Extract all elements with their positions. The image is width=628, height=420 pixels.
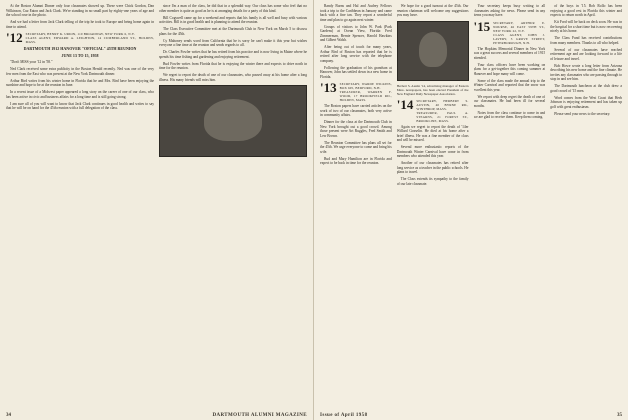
paragraph: We hope for a good turnout at the 45th. Our reunion chairman will welcome any suggestions you may have.	[396, 4, 469, 17]
class-heading-15	[473, 18, 546, 45]
paragraph: Bud and Mary Hamilton are in Florida and expect to be back in time for the reunion.	[320, 156, 392, 165]
paragraph: Several more enthusiastic reports of the Dartmouth Winter Carnival have come in from members who attended this year.	[396, 145, 469, 158]
class-year: '15	[473, 18, 491, 34]
class-photo	[159, 85, 307, 157]
left-column-1	[6, 4, 154, 392]
page-number: 34	[6, 413, 11, 418]
footer-title: DARTMOUTH ALUMNI MAGAZINE	[212, 413, 307, 418]
paragraph: The Class extends its sympathy to the family of our late classmate.	[396, 177, 469, 186]
paragraph: Notes from the class continue to come in and we are glad to receive them. Keep them coming.	[473, 110, 546, 119]
paragraph: At the Boston Alumni Dinner only four classmates showed up. These were Chick Gordon, Dan Wilkinson, Cuz Eaton and Jack Clark. We're standing in no small part by eighty-one years of age and the school rose in the photo.	[6, 4, 154, 17]
reunion-subhead: DARTMOUTH 1912 HANOVER "OFFICIAL" 45TH REUNION	[23, 46, 137, 51]
class-year: '14	[396, 96, 414, 112]
photo-caption: Herbert S. Austin '14, advertising manager of Eastern Mass. newspapers, has been elected President of the New England Daily Newspaper Association.	[396, 83, 469, 96]
paragraph: Following the graduation of his grandson at Hanover, John has settled down in a new home in Florida.	[320, 65, 392, 79]
class-secretary: SECRETARY, HENRY K. URION, 110 BROADWAY, NEW YORK 6, N.Y. CLASS AGENT, EDWARD A. LEIGHTON, 14 CUMBERLAND ST., HOLDEN, MASS.	[25, 32, 154, 44]
paragraph: Please send your news to the secretary.	[554, 111, 611, 116]
left-columns	[6, 4, 307, 392]
left-column-2	[159, 4, 307, 392]
footer-title: Issue of April 1958	[320, 413, 368, 418]
paragraph: Bud Fowler writes from Florida that he is enjoying the winter there and expects to drive north in time for the reunion.	[159, 61, 307, 70]
paragraph: Your class officers have been working on plans for a get-together this coming summer at Hanover and hope many will come.	[473, 62, 546, 76]
paragraph: The Class Fund has received contributions from many members. Thanks to all who helped.	[550, 36, 622, 45]
right-footer	[320, 413, 622, 418]
right-columns	[320, 4, 622, 392]
paragraph: The Dartmouth luncheon at the club drew a good crowd of '15 men.	[550, 84, 622, 93]
class-year: '13	[320, 80, 337, 95]
paragraph: Cy Mahoney sends word from California that he is sorry he can't make it this year but wishes everyone a fine time at the reunion and sends regards to all.	[159, 38, 307, 47]
class-secretary: SECRETARY, WARDE WILKINS, BOX 605, BEDFORD, N.H. TREASURER, WARREN F. WOOD, 17 BROOKFIELD RD., HOLDEN, MASS.	[339, 82, 392, 102]
paragraph: Ned Clark received some extra publicity in the Boston Herald recently. Ned was one of the very few men from the East who was present at the New York Dartmouth dinner.	[6, 67, 154, 76]
paragraph: of the boys in '15. Bob Rollo has been enjoying a good rest in Florida this winter and expects to return north in April.	[550, 4, 622, 17]
paragraph: We report with deep regret the death of one of our classmates. He had been ill for several months.	[473, 94, 546, 108]
class-secretary: SECRETARY, ARTHUR E. NOURSE, 46 EAST 59TH ST., NEW YORK 22, N.Y. CLASS AGENT, JOHN J. LAVERY, 3 GROVE STREET, PETERBOROUGH, N.H.	[493, 20, 546, 45]
paragraph: The Reunion Committee has plans all set for the 45th. We urge everyone to come and bring his wife.	[320, 140, 392, 154]
portrait-photo	[397, 21, 469, 81]
paragraph: Some of the class made the annual trip to the Winter Carnival and reported that the snow was excellent this year.	[473, 78, 546, 92]
class-year: '12	[6, 30, 23, 45]
paragraph: Several of our classmates have reached retirement age and are looking forward to a life of leisure and travel.	[550, 47, 622, 61]
right-column-4	[550, 4, 622, 392]
right-column-1	[320, 4, 392, 392]
class-heading-14	[396, 96, 469, 123]
paragraph: Kit Ford will be back on deck soon. He was in the hospital for a short time but is now recovering nicely at his home.	[550, 20, 622, 33]
paragraph: And we had a letter from Jack Clark telling of the trip he took to Europe and being home again in time to attend.	[6, 20, 154, 29]
paragraph: We regret to report the death of one of our classmates, who passed away at his home after a long illness. His many friends will miss him.	[159, 73, 307, 82]
paragraph: Word comes from the West Coast that Herb Johnson is enjoying retirement and has taken up golf with great enthusiasm.	[550, 95, 622, 109]
paragraph: Bill Cogswell came up for a weekend and reports that his family is all well and busy with various activities. Bill is in good health and is planning to attend the reunion.	[159, 15, 307, 24]
paragraph: Bob Howe wrote a long letter from Arizona describing his new home and the fine climate. He invites any classmates who are passing through to stop in and see him.	[550, 63, 622, 81]
paragraph: The Hopkins Memorial Dinner in New York was a great success and several members of 1915 attended.	[473, 46, 546, 60]
right-column-2	[397, 4, 469, 392]
left-footer	[6, 413, 307, 418]
paragraph: Arthur Bird writes from his winter home in Florida that he and Mrs. Bird have been enjoying the sunshine and hope to be at the reunion in June.	[6, 78, 154, 87]
paragraph: In a recent issue of a Midwest paper appeared a long story on the career of one of our class, who has been active in civic and business affairs for a long time and is still going strong.	[6, 90, 154, 99]
paragraph: since I'm a man of the class, he did that in a splendid way. Our class has some who feel that no other member is quite as good as he is at arranging details for a party of this kind.	[159, 4, 307, 13]
paragraph: I am sure all of you will want to know that Jack Clark continues in good health and writes to say that he will be on hand for the 45th reunion with a full delegation of the class.	[6, 101, 154, 110]
paragraph: Again we regret to report the death of '14er Willard Gosselin. He died at his home after a brief illness. He was a fine member of the class and will be missed.	[396, 124, 469, 142]
paragraph: Dinner for the class at the Dartmouth Club in New York brought out a good crowd. Among those present were Art Ruggles, Fred Smith and Lew Brown.	[320, 120, 392, 138]
paragraph: The Boston papers have carried articles on the work of two of our classmates, both very active in community affairs.	[320, 104, 392, 117]
paragraph: After being out of touch for many years, Arthur Bird of Boston has reported that he is retired after long service with the telephone company.	[320, 45, 392, 63]
class-heading-12	[6, 32, 154, 44]
reunion-date: JUNE 13 TO 15, 1958	[61, 53, 99, 58]
paragraph: "Don't MISS your '12 in '58."	[10, 60, 53, 64]
page-number: 35	[617, 413, 622, 418]
paragraph: Randy Burns and Hal and Audrey Fellows took a trip to the Caribbean in January and came back with a fine tan. They report a wonderful time and plan to go again next winter.	[320, 4, 392, 22]
paragraph: Groups of visitors to John W. Park (Park Gardens) at Ocean View, Florida: Fred Zimmerman, Bernie Spencer, Harold Hawkins and Gilbert Walsh.	[320, 24, 392, 42]
paragraph: The Class Executive Committee met at the Dartmouth Club in New York on March 5 to discuss plans for the 45th.	[159, 27, 307, 36]
right-column-3	[474, 4, 546, 392]
right-page	[314, 0, 628, 420]
class-secretary: SECRETARY, HERBERT S. AUSTIN, 40 BYRNE RD., WINTHROP, MASS. TREASURER, PAUL A. STEARNS, 21 FOREST ST., BROOKLINE, MASS.	[416, 98, 469, 123]
paragraph: Another of our classmates has retired after long service as a teacher in the public schools. He plans to travel.	[396, 161, 469, 174]
paragraph: Dr. Charles Fowler writes that he has retired from his practice and is now living in Maine where he spends his time fishing and gardening and enjoying retirement.	[159, 50, 307, 59]
class-heading-13	[320, 82, 392, 102]
paragraph: Your secretary keeps busy writing to all classmates asking for news. Please send in any items you may have.	[473, 4, 546, 17]
